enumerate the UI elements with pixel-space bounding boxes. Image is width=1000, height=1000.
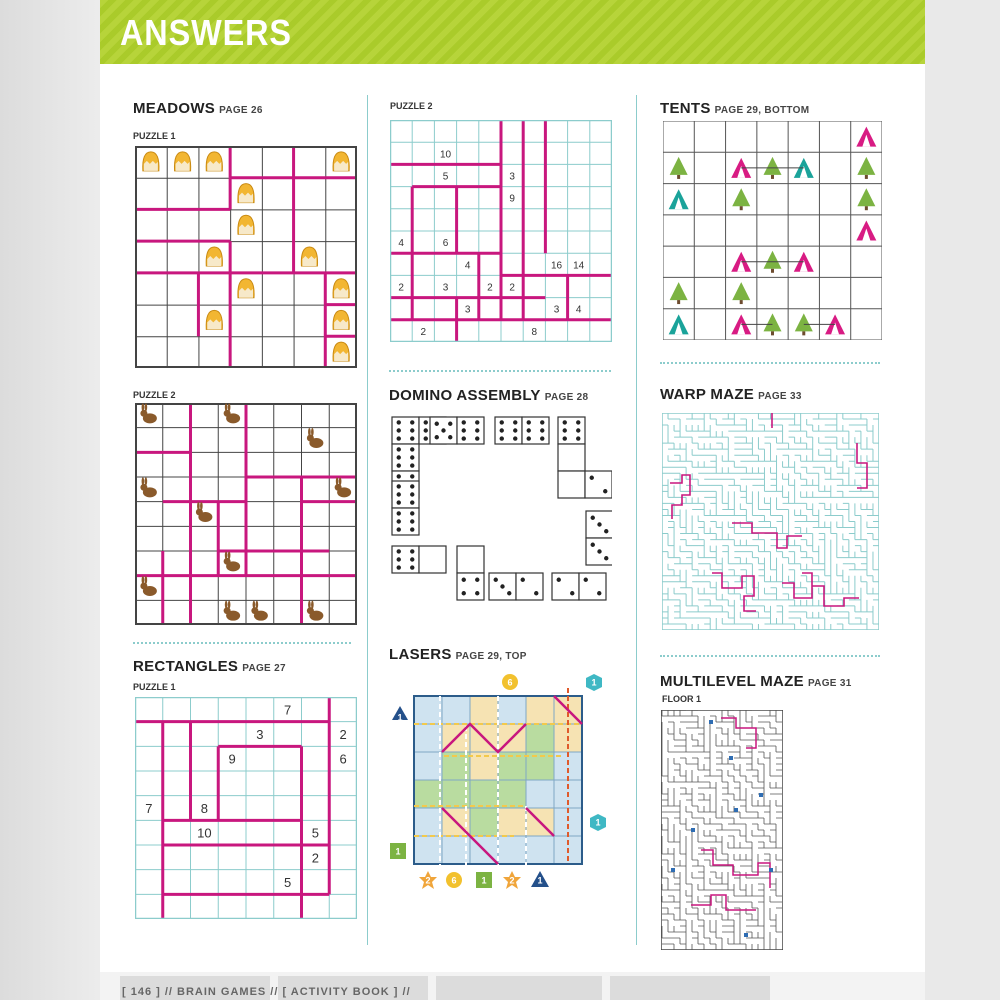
cell-number: 8 xyxy=(200,801,208,816)
domino-half xyxy=(392,546,419,573)
domino-pip xyxy=(397,527,401,531)
cell-number: 3 xyxy=(442,282,449,294)
lasers-title-text: LASERS xyxy=(389,646,452,663)
cell-number: 2 xyxy=(311,850,319,866)
domino-half xyxy=(552,573,579,600)
domino-pip xyxy=(410,436,414,440)
domino-pip xyxy=(462,428,466,432)
cell-number: 5 xyxy=(311,825,319,841)
domino-pip xyxy=(410,447,414,451)
tents-title xyxy=(660,100,809,117)
laser-cell xyxy=(498,836,526,864)
puzzle-border xyxy=(136,147,356,367)
domino-pip xyxy=(462,420,466,424)
tents-title-text: TENTS xyxy=(660,100,711,117)
chick-icon xyxy=(333,152,349,171)
marker-label: 1 xyxy=(591,677,597,688)
domino-pip xyxy=(397,492,401,496)
domino-pip xyxy=(397,511,401,515)
chick-icon xyxy=(238,184,254,203)
domino-pip xyxy=(397,484,401,488)
tents-page-ref: PAGE 29, BOTTOM xyxy=(714,105,810,116)
tree-trunk xyxy=(865,175,868,179)
meadows-puzzle-1-grid xyxy=(135,146,357,368)
chick-icon xyxy=(301,247,317,266)
cell-number: 6 xyxy=(339,751,347,767)
domino-pip xyxy=(527,436,531,440)
domino-half xyxy=(558,444,585,471)
domino-pip xyxy=(591,516,595,520)
stair-marker xyxy=(709,720,713,724)
tree-trunk xyxy=(771,331,774,335)
section-separator xyxy=(133,642,351,644)
footer-text: [ 146 ] // BRAIN GAMES // [ ACTIVITY BOOK ] // xyxy=(122,986,411,998)
domino-pip xyxy=(513,420,517,424)
laser-cell xyxy=(470,696,498,724)
domino-pip xyxy=(397,557,401,561)
laser-cell xyxy=(414,696,442,724)
marker-label: 1 xyxy=(397,712,403,723)
laser-cell xyxy=(470,780,498,808)
meadows-page-ref: PAGE 26 xyxy=(219,105,263,116)
domino-page-ref: PAGE 28 xyxy=(544,392,589,403)
cell-number: 8 xyxy=(531,326,538,338)
domino-pip xyxy=(410,463,414,467)
domino-pip xyxy=(410,557,414,561)
laser-cell xyxy=(526,696,554,724)
warp-maze-title xyxy=(660,386,802,403)
tree-icon xyxy=(670,282,688,300)
domino-half xyxy=(392,508,419,535)
lasers-page-ref: PAGE 29, TOP xyxy=(455,651,527,662)
domino-title-text: DOMINO ASSEMBLY xyxy=(389,387,541,404)
domino-half xyxy=(392,417,419,444)
domino-pip xyxy=(410,500,414,504)
cell-number: 9 xyxy=(228,751,236,767)
domino-pip xyxy=(603,489,607,493)
domino-pip xyxy=(397,565,401,569)
marker-label: 6 xyxy=(507,677,513,688)
domino-half xyxy=(392,481,419,508)
domino-pip xyxy=(410,474,414,478)
tree-trunk xyxy=(771,269,774,273)
cell-number: 2 xyxy=(509,282,515,294)
domino-half xyxy=(457,573,484,600)
domino-pip xyxy=(500,428,504,432)
domino-pip xyxy=(563,420,567,424)
domino-pip xyxy=(448,435,452,439)
domino-pip xyxy=(576,436,580,440)
rabbit-icon xyxy=(140,477,157,497)
rabbit-icon xyxy=(307,601,324,621)
rabbit-icon xyxy=(196,502,213,522)
rabbit-icon xyxy=(140,576,157,596)
tree-icon xyxy=(670,157,688,175)
stair-marker xyxy=(759,793,763,797)
tree-icon xyxy=(857,188,875,206)
domino-half xyxy=(558,471,585,498)
domino-assembly-solution xyxy=(390,413,612,608)
laser-cell xyxy=(526,780,554,808)
laser-cell xyxy=(414,752,442,780)
domino-pip xyxy=(397,428,401,432)
tree-trunk xyxy=(802,331,805,335)
rectangles-puzzle-1-grid xyxy=(135,697,357,919)
chick-icon xyxy=(206,152,222,171)
domino-pip xyxy=(540,436,544,440)
domino-half xyxy=(495,417,522,444)
domino-pip xyxy=(507,591,511,595)
cell-number: 9 xyxy=(509,193,515,205)
marker-label: 1 xyxy=(481,875,487,886)
domino-pip xyxy=(424,420,428,424)
domino-pip xyxy=(500,420,504,424)
domino-half xyxy=(457,417,484,444)
domino-pip xyxy=(604,556,608,560)
domino-pip xyxy=(475,420,479,424)
rabbit-icon xyxy=(224,403,241,423)
domino-pip xyxy=(397,455,401,459)
domino-pip xyxy=(563,436,567,440)
domino-pip xyxy=(513,428,517,432)
rectangles-puzzle1-label: PUZZLE 1 xyxy=(133,682,176,692)
tree-icon xyxy=(857,157,875,175)
laser-cell xyxy=(414,808,442,836)
cell-number: 6 xyxy=(442,238,449,250)
marker-label: 6 xyxy=(451,875,457,886)
warp-maze-page-ref: PAGE 33 xyxy=(758,391,802,402)
laser-cell xyxy=(498,696,526,724)
domino-pip xyxy=(397,500,401,504)
marker-label: 1 xyxy=(537,875,543,886)
section-separator xyxy=(660,362,880,364)
laser-cell xyxy=(414,724,442,752)
domino-half xyxy=(392,444,419,471)
marker-label: 1 xyxy=(595,817,601,828)
left-margin-band xyxy=(0,0,110,1000)
laser-cell xyxy=(498,808,526,836)
domino-pip xyxy=(435,435,439,439)
domino-half xyxy=(579,573,606,600)
tree-trunk xyxy=(740,206,743,210)
domino-half xyxy=(585,471,612,498)
domino-pip xyxy=(410,492,414,496)
domino-pip xyxy=(435,422,439,426)
domino-pip xyxy=(576,428,580,432)
domino-pip xyxy=(563,428,567,432)
domino-pip xyxy=(494,578,498,582)
laser-cell xyxy=(442,696,470,724)
domino-pip xyxy=(591,543,595,547)
laser-cell xyxy=(526,724,554,752)
domino-pip xyxy=(597,591,601,595)
domino-pip xyxy=(527,420,531,424)
rectangles-page-ref: PAGE 27 xyxy=(242,663,286,674)
domino-pip xyxy=(590,476,594,480)
domino-pip xyxy=(527,428,531,432)
domino-pip xyxy=(424,428,428,432)
domino-pip xyxy=(410,527,414,531)
footer-tab xyxy=(610,976,770,1000)
domino-pip xyxy=(462,436,466,440)
cell-number: 3 xyxy=(509,171,515,183)
domino-pip xyxy=(475,436,479,440)
domino-half xyxy=(516,573,543,600)
domino-title xyxy=(389,387,588,404)
floor-label: FLOOR 1 xyxy=(662,694,702,704)
domino-pip xyxy=(500,436,504,440)
chick-icon xyxy=(333,310,349,329)
cell-number: 5 xyxy=(442,171,449,183)
multilevel-maze-page-ref: PAGE 31 xyxy=(807,678,852,689)
rabbit-icon xyxy=(335,477,352,497)
column-divider xyxy=(367,95,368,945)
maze-walls xyxy=(662,710,782,950)
cell-number: 2 xyxy=(339,727,347,742)
rectangles-title xyxy=(133,658,286,675)
domino-pip xyxy=(410,511,414,515)
tree-icon xyxy=(732,188,750,206)
meadows-puzzle-2-grid xyxy=(135,403,357,625)
domino-pip xyxy=(397,463,401,467)
cell-number: 4 xyxy=(398,238,404,250)
laser-cell xyxy=(414,780,442,808)
column-divider xyxy=(636,95,637,945)
domino-pip xyxy=(604,529,608,533)
chick-icon xyxy=(238,215,254,234)
laser-cell xyxy=(498,780,526,808)
domino-pip xyxy=(397,549,401,553)
domino-pip xyxy=(513,436,517,440)
domino-pip xyxy=(397,474,401,478)
cell-number: 16 xyxy=(550,260,563,272)
section-separator xyxy=(660,655,880,657)
marker-label: 2 xyxy=(509,875,515,886)
domino-pip xyxy=(570,591,574,595)
chick-icon xyxy=(238,279,254,298)
chick-icon xyxy=(143,152,159,171)
rectangles-title-text: RECTANGLES xyxy=(133,658,239,675)
cell-number: 7 xyxy=(284,702,292,718)
cell-number: 10 xyxy=(197,825,212,841)
domino-half xyxy=(522,417,549,444)
cell-number: 3 xyxy=(256,727,264,742)
cell-number: 4 xyxy=(575,304,582,316)
domino-pip xyxy=(397,447,401,451)
laser-cell xyxy=(414,836,442,864)
page-title: ANSWERS xyxy=(120,12,292,53)
multilevel-maze-solution xyxy=(661,710,783,950)
meadows-puzzle2-label: PUZZLE 2 xyxy=(133,390,176,400)
domino-pip xyxy=(441,428,445,432)
domino-pip xyxy=(500,584,504,588)
tree-trunk xyxy=(771,175,774,179)
tree-icon xyxy=(764,157,782,175)
laser-cell xyxy=(470,808,498,836)
rectangles-puzzle-2-grid xyxy=(390,120,612,342)
rabbit-icon xyxy=(140,403,157,423)
domino-half xyxy=(419,546,446,573)
tree-trunk xyxy=(865,206,868,210)
rabbit-icon xyxy=(224,551,241,571)
domino-pip xyxy=(410,549,414,553)
tents-solution xyxy=(663,121,882,340)
domino-pip xyxy=(410,519,414,523)
domino-pip xyxy=(410,420,414,424)
cell-number: 4 xyxy=(464,260,471,272)
marker-label: 2 xyxy=(425,875,431,886)
rabbit-icon xyxy=(251,601,268,621)
warp-maze-solution xyxy=(662,413,879,630)
stair-marker xyxy=(734,808,738,812)
cell-number: 3 xyxy=(464,304,471,316)
domino-pip xyxy=(475,428,479,432)
rabbit-icon xyxy=(224,601,241,621)
column2-puzzle2-label: PUZZLE 2 xyxy=(390,101,433,111)
domino-pip xyxy=(540,428,544,432)
section-separator xyxy=(389,370,611,372)
multilevel-maze-title-text: MULTILEVEL MAZE xyxy=(660,673,804,690)
tree-trunk xyxy=(677,175,680,179)
cell-number: 3 xyxy=(553,304,560,316)
domino-pip xyxy=(540,420,544,424)
meadows-title-text: MEADOWS xyxy=(133,100,216,117)
cell-number: 2 xyxy=(420,326,427,338)
stair-marker xyxy=(671,868,675,872)
chick-icon xyxy=(333,342,349,361)
lasers-title xyxy=(389,646,527,663)
meadows-title xyxy=(133,100,263,117)
domino-pip xyxy=(462,591,466,595)
stair-marker xyxy=(769,868,773,872)
domino-pip xyxy=(410,565,414,569)
domino-pip xyxy=(475,591,479,595)
lasers-solution xyxy=(388,670,614,895)
chick-icon xyxy=(206,310,222,329)
domino-pip xyxy=(475,578,479,582)
domino-pip xyxy=(597,522,601,526)
cell-number: 7 xyxy=(145,801,153,816)
tree-icon xyxy=(764,313,782,331)
tree-icon xyxy=(795,313,813,331)
domino-pip xyxy=(534,591,538,595)
warp-maze-title-text: WARP MAZE xyxy=(660,386,755,403)
domino-pip xyxy=(397,420,401,424)
domino-pip xyxy=(410,428,414,432)
domino-pip xyxy=(557,578,561,582)
tree-trunk xyxy=(677,300,680,304)
domino-half xyxy=(558,417,585,444)
domino-pip xyxy=(462,578,466,582)
domino-pip xyxy=(397,519,401,523)
meadows-puzzle1-label: PUZZLE 1 xyxy=(133,131,176,141)
stair-marker xyxy=(744,933,748,937)
tree-icon xyxy=(764,251,782,269)
domino-pip xyxy=(410,455,414,459)
rabbit-icon xyxy=(307,428,324,448)
chick-icon xyxy=(333,279,349,298)
domino-pip xyxy=(424,436,428,440)
domino-pip xyxy=(448,422,452,426)
chick-icon xyxy=(174,152,190,171)
answers-header xyxy=(100,0,925,64)
cell-number: 2 xyxy=(398,282,404,294)
stair-marker xyxy=(729,756,733,760)
cell-number: 10 xyxy=(439,149,452,161)
cell-number: 5 xyxy=(284,875,292,890)
cell-number: 14 xyxy=(573,260,585,272)
footer-tab xyxy=(436,976,602,1000)
chick-icon xyxy=(206,247,222,266)
cell-number: 2 xyxy=(487,282,493,294)
domino-half xyxy=(457,546,484,573)
laser-cell xyxy=(526,836,554,864)
tree-trunk xyxy=(740,300,743,304)
stair-marker xyxy=(691,828,695,832)
domino-pip xyxy=(410,484,414,488)
domino-pip xyxy=(584,578,588,582)
marker-label: 1 xyxy=(395,846,401,857)
domino-pip xyxy=(576,420,580,424)
domino-pip xyxy=(597,549,601,553)
domino-pip xyxy=(521,578,525,582)
multilevel-maze-title xyxy=(660,673,852,690)
tree-icon xyxy=(732,282,750,300)
domino-pip xyxy=(397,436,401,440)
